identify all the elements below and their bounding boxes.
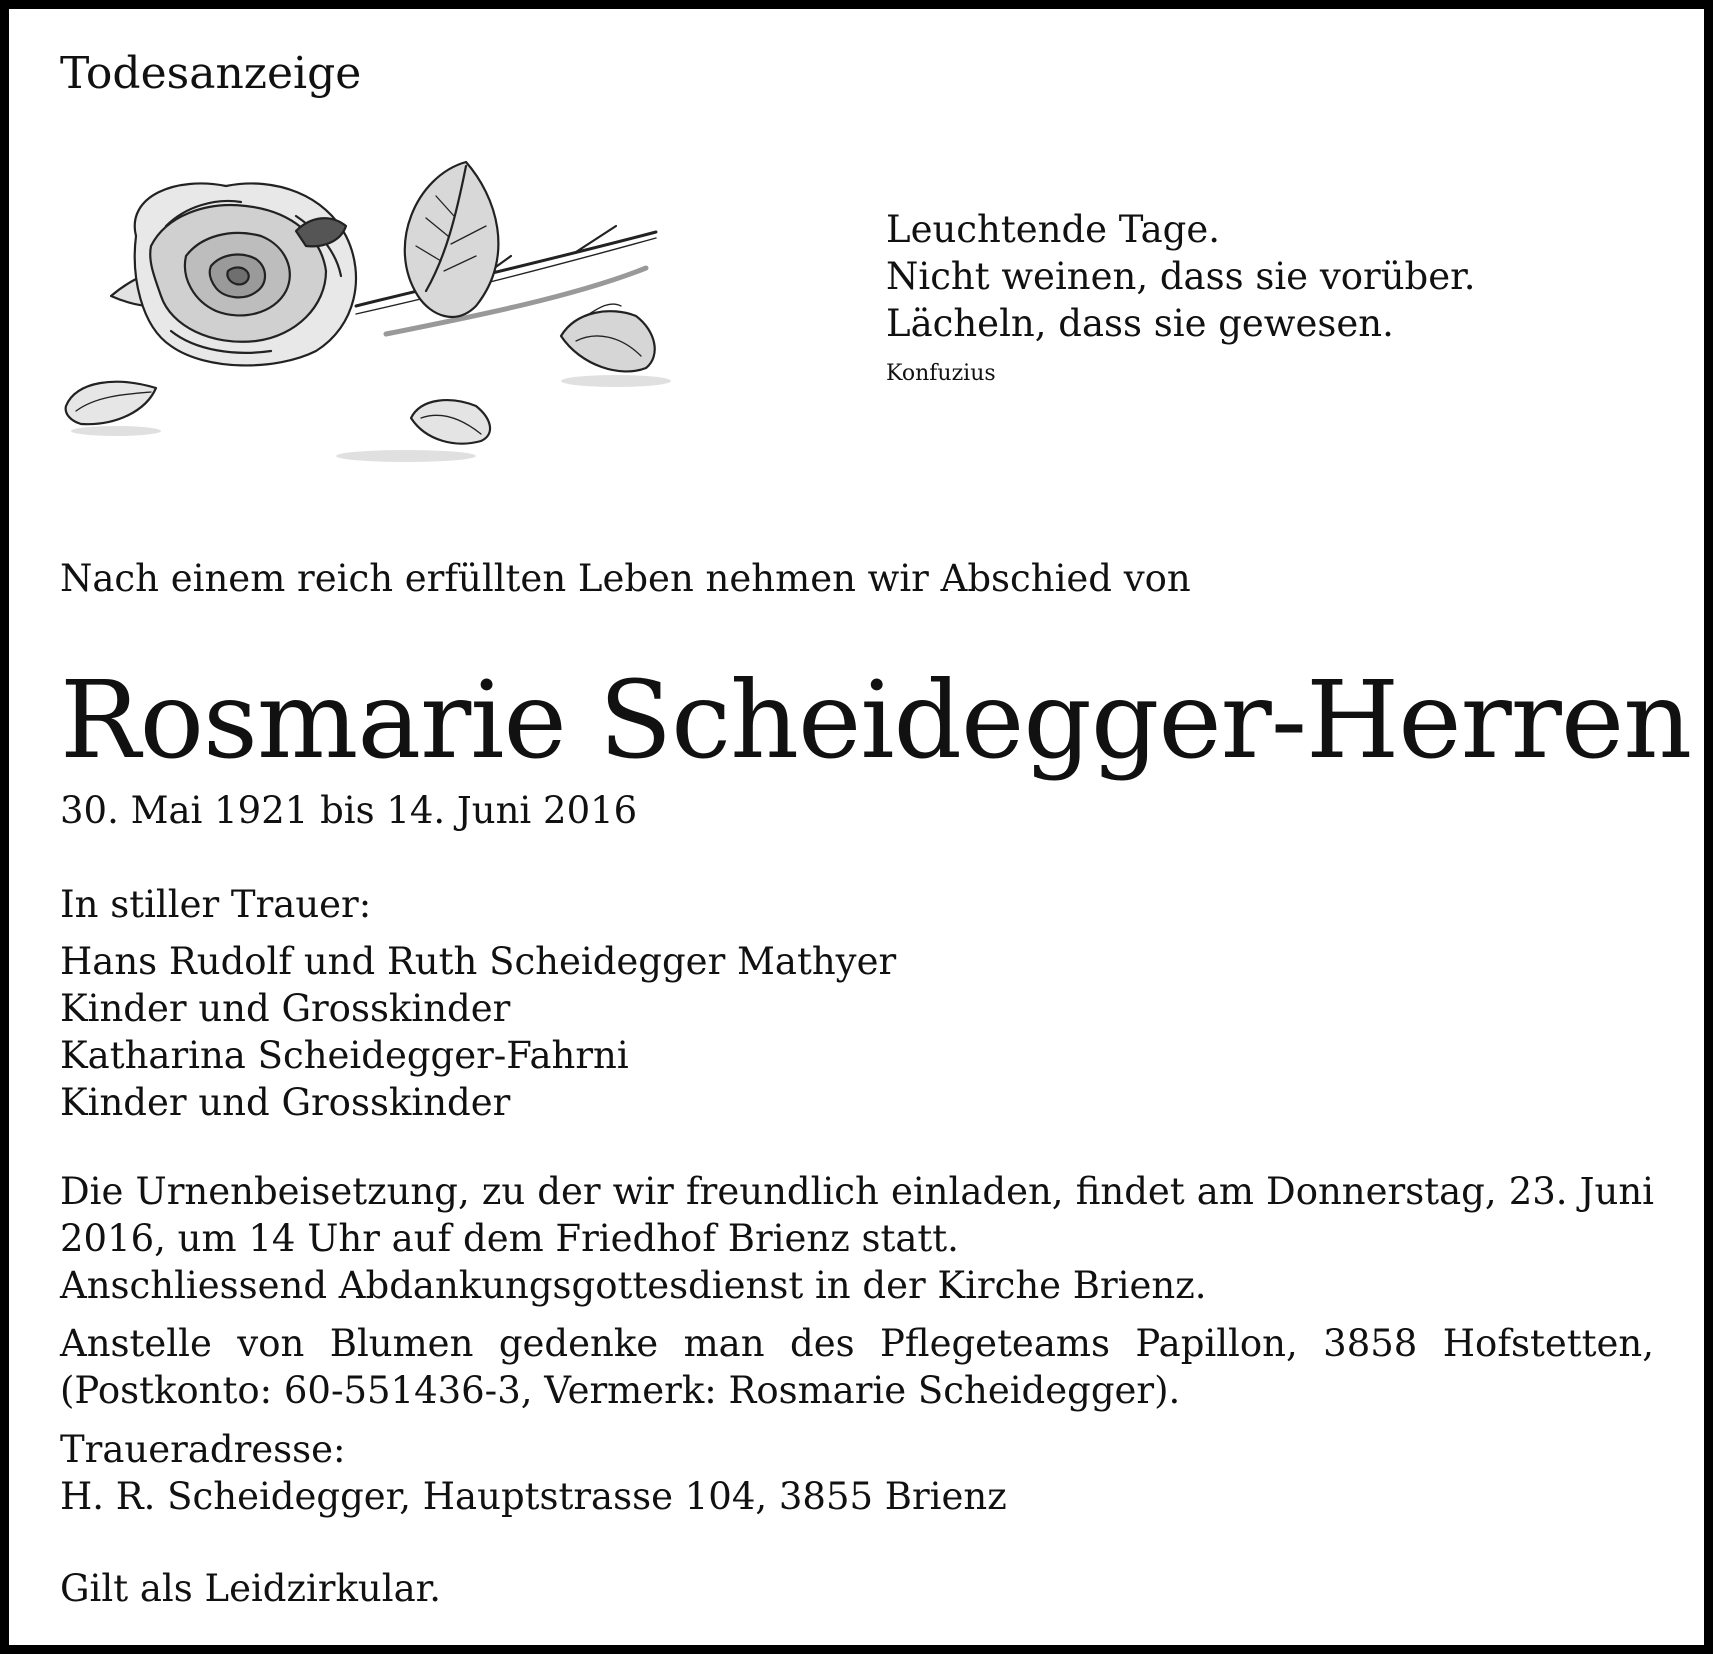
quote-line: Leuchtende Tage.: [886, 208, 1220, 251]
rose-illustration: [56, 156, 706, 476]
donation-line: Anstelle von Blumen gedenke man des Pflegeteams Papillon, 3858 Hofstetten,: [60, 1322, 1654, 1365]
address-value: H. R. Scheidegger, Hauptstrasse 104, 3855 Brienz: [60, 1475, 1007, 1518]
quote-block: [886, 206, 1476, 386]
life-dates: 30. Mai 1921 bis 14. Juni 2016: [60, 789, 638, 832]
mourner-entry: Katharina Scheidegger-Fahrni: [60, 1034, 629, 1077]
quote-line: Nicht weinen, dass sie vorüber.: [886, 255, 1476, 298]
quote-author: Konfuzius: [886, 361, 996, 386]
intro-text: Nach einem reich erfüllten Leben nehmen wir Abschied von: [60, 557, 1191, 600]
notice-heading: Todesanzeige: [60, 48, 362, 99]
mourner-entry: Hans Rudolf und Ruth Scheidegger Mathyer: [60, 940, 897, 983]
quote-line: Lächeln, dass sie gewesen.: [886, 302, 1394, 345]
donation-line: (Postkonto: 60-551436-3, Vermerk: Rosmarie Scheidegger).: [60, 1369, 1181, 1412]
deceased-name: Rosmarie Scheidegger-Herren: [60, 659, 1692, 783]
ceremony-line: 2016, um 14 Uhr auf dem Friedhof Brienz statt.: [60, 1217, 959, 1260]
donation-paragraph: [60, 1320, 1654, 1414]
mourners-list: [60, 938, 896, 1126]
ceremony-paragraph: [60, 1168, 1654, 1309]
mourner-entry: Kinder und Grosskinder: [60, 987, 511, 1030]
mourning-address: [60, 1426, 1654, 1520]
ceremony-line: Anschliessend Abdankungsgottesdienst in der Kirche Brienz.: [60, 1264, 1207, 1307]
mourner-entry: Kinder und Grosskinder: [60, 1081, 511, 1124]
ceremony-line: Die Urnenbeisetzung, zu der wir freundlich einladen, findet am Donnerstag, 23. Juni: [60, 1170, 1654, 1213]
mourning-title: In stiller Trauer:: [60, 883, 372, 926]
address-label: Traueradresse:: [60, 1428, 346, 1471]
closing-text: Gilt als Leidzirkular.: [60, 1567, 442, 1610]
